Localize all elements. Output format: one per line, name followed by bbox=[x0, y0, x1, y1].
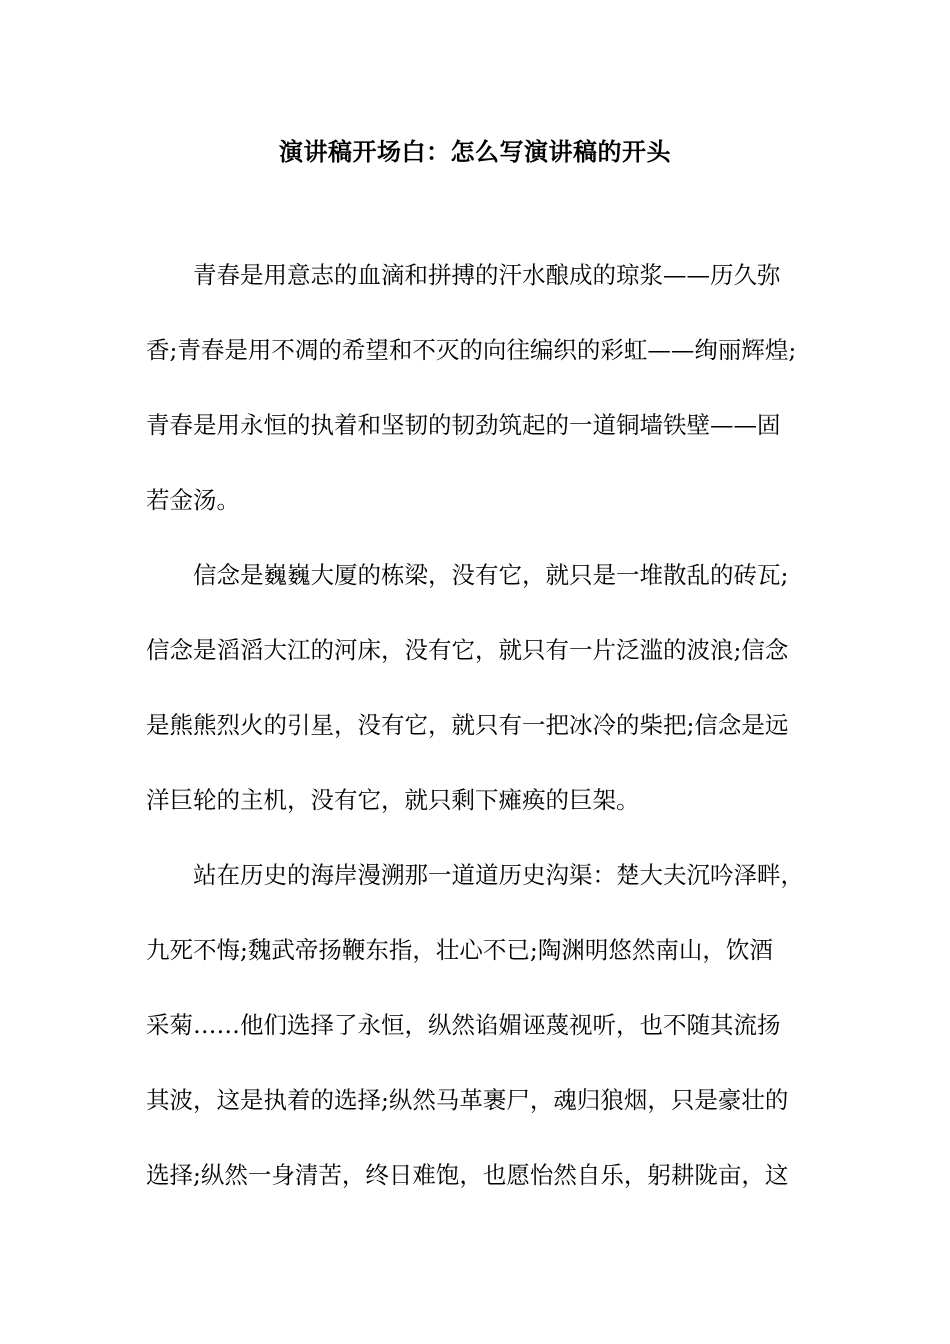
text-line: 九死不悔;魏武帝扬鞭东指，壮心不已;陶渊明悠然南山，饮酒 bbox=[146, 936, 773, 964]
document-body bbox=[146, 257, 806, 1232]
text-line: 是熊熊烈火的引星，没有它，就只有一把冰冷的柴把;信念是远 bbox=[146, 711, 789, 739]
document-title: 演讲稿开场白：怎么写演讲稿的开头 bbox=[279, 137, 671, 166]
text-line: 信念是巍巍大厦的栋梁，没有它，就只是一堆散乱的砖瓦; bbox=[193, 561, 789, 589]
text-line: 其波，这是执着的选择;纵然马革裹尸，魂归狼烟，只是豪壮的 bbox=[146, 1086, 789, 1114]
text-line: 选择;纵然一身清苦，终日难饱，也愿怡然自乐，躬耕陇亩，这 bbox=[146, 1161, 789, 1189]
text-line: 香;青春是用不凋的希望和不灭的向往编织的彩虹——绚丽辉煌; bbox=[146, 336, 797, 364]
text-line: 信念是滔滔大江的河床，没有它，就只有一片泛滥的波浪;信念 bbox=[146, 636, 789, 664]
text-line: 青春是用意志的血滴和拼搏的汗水酿成的琼浆——历久弥 bbox=[193, 261, 781, 289]
text-line: 采菊……他们选择了永恒，纵然谄媚诬蔑视听，也不随其流扬 bbox=[146, 1011, 781, 1039]
text-line: 若金汤。 bbox=[146, 486, 240, 514]
text-line: 洋巨轮的主机，没有它，就只剩下瘫痪的巨架。 bbox=[146, 786, 640, 814]
text-line: 站在历史的海岸漫溯那一道道历史沟渠：楚大夫沉吟泽畔， bbox=[193, 861, 804, 889]
text-line: 青春是用永恒的执着和坚韧的韧劲筑起的一道铜墙铁壁——固 bbox=[146, 411, 781, 439]
paragraph-3 bbox=[146, 857, 806, 1232]
paragraph-1 bbox=[146, 257, 806, 557]
paragraph-2 bbox=[146, 557, 806, 857]
